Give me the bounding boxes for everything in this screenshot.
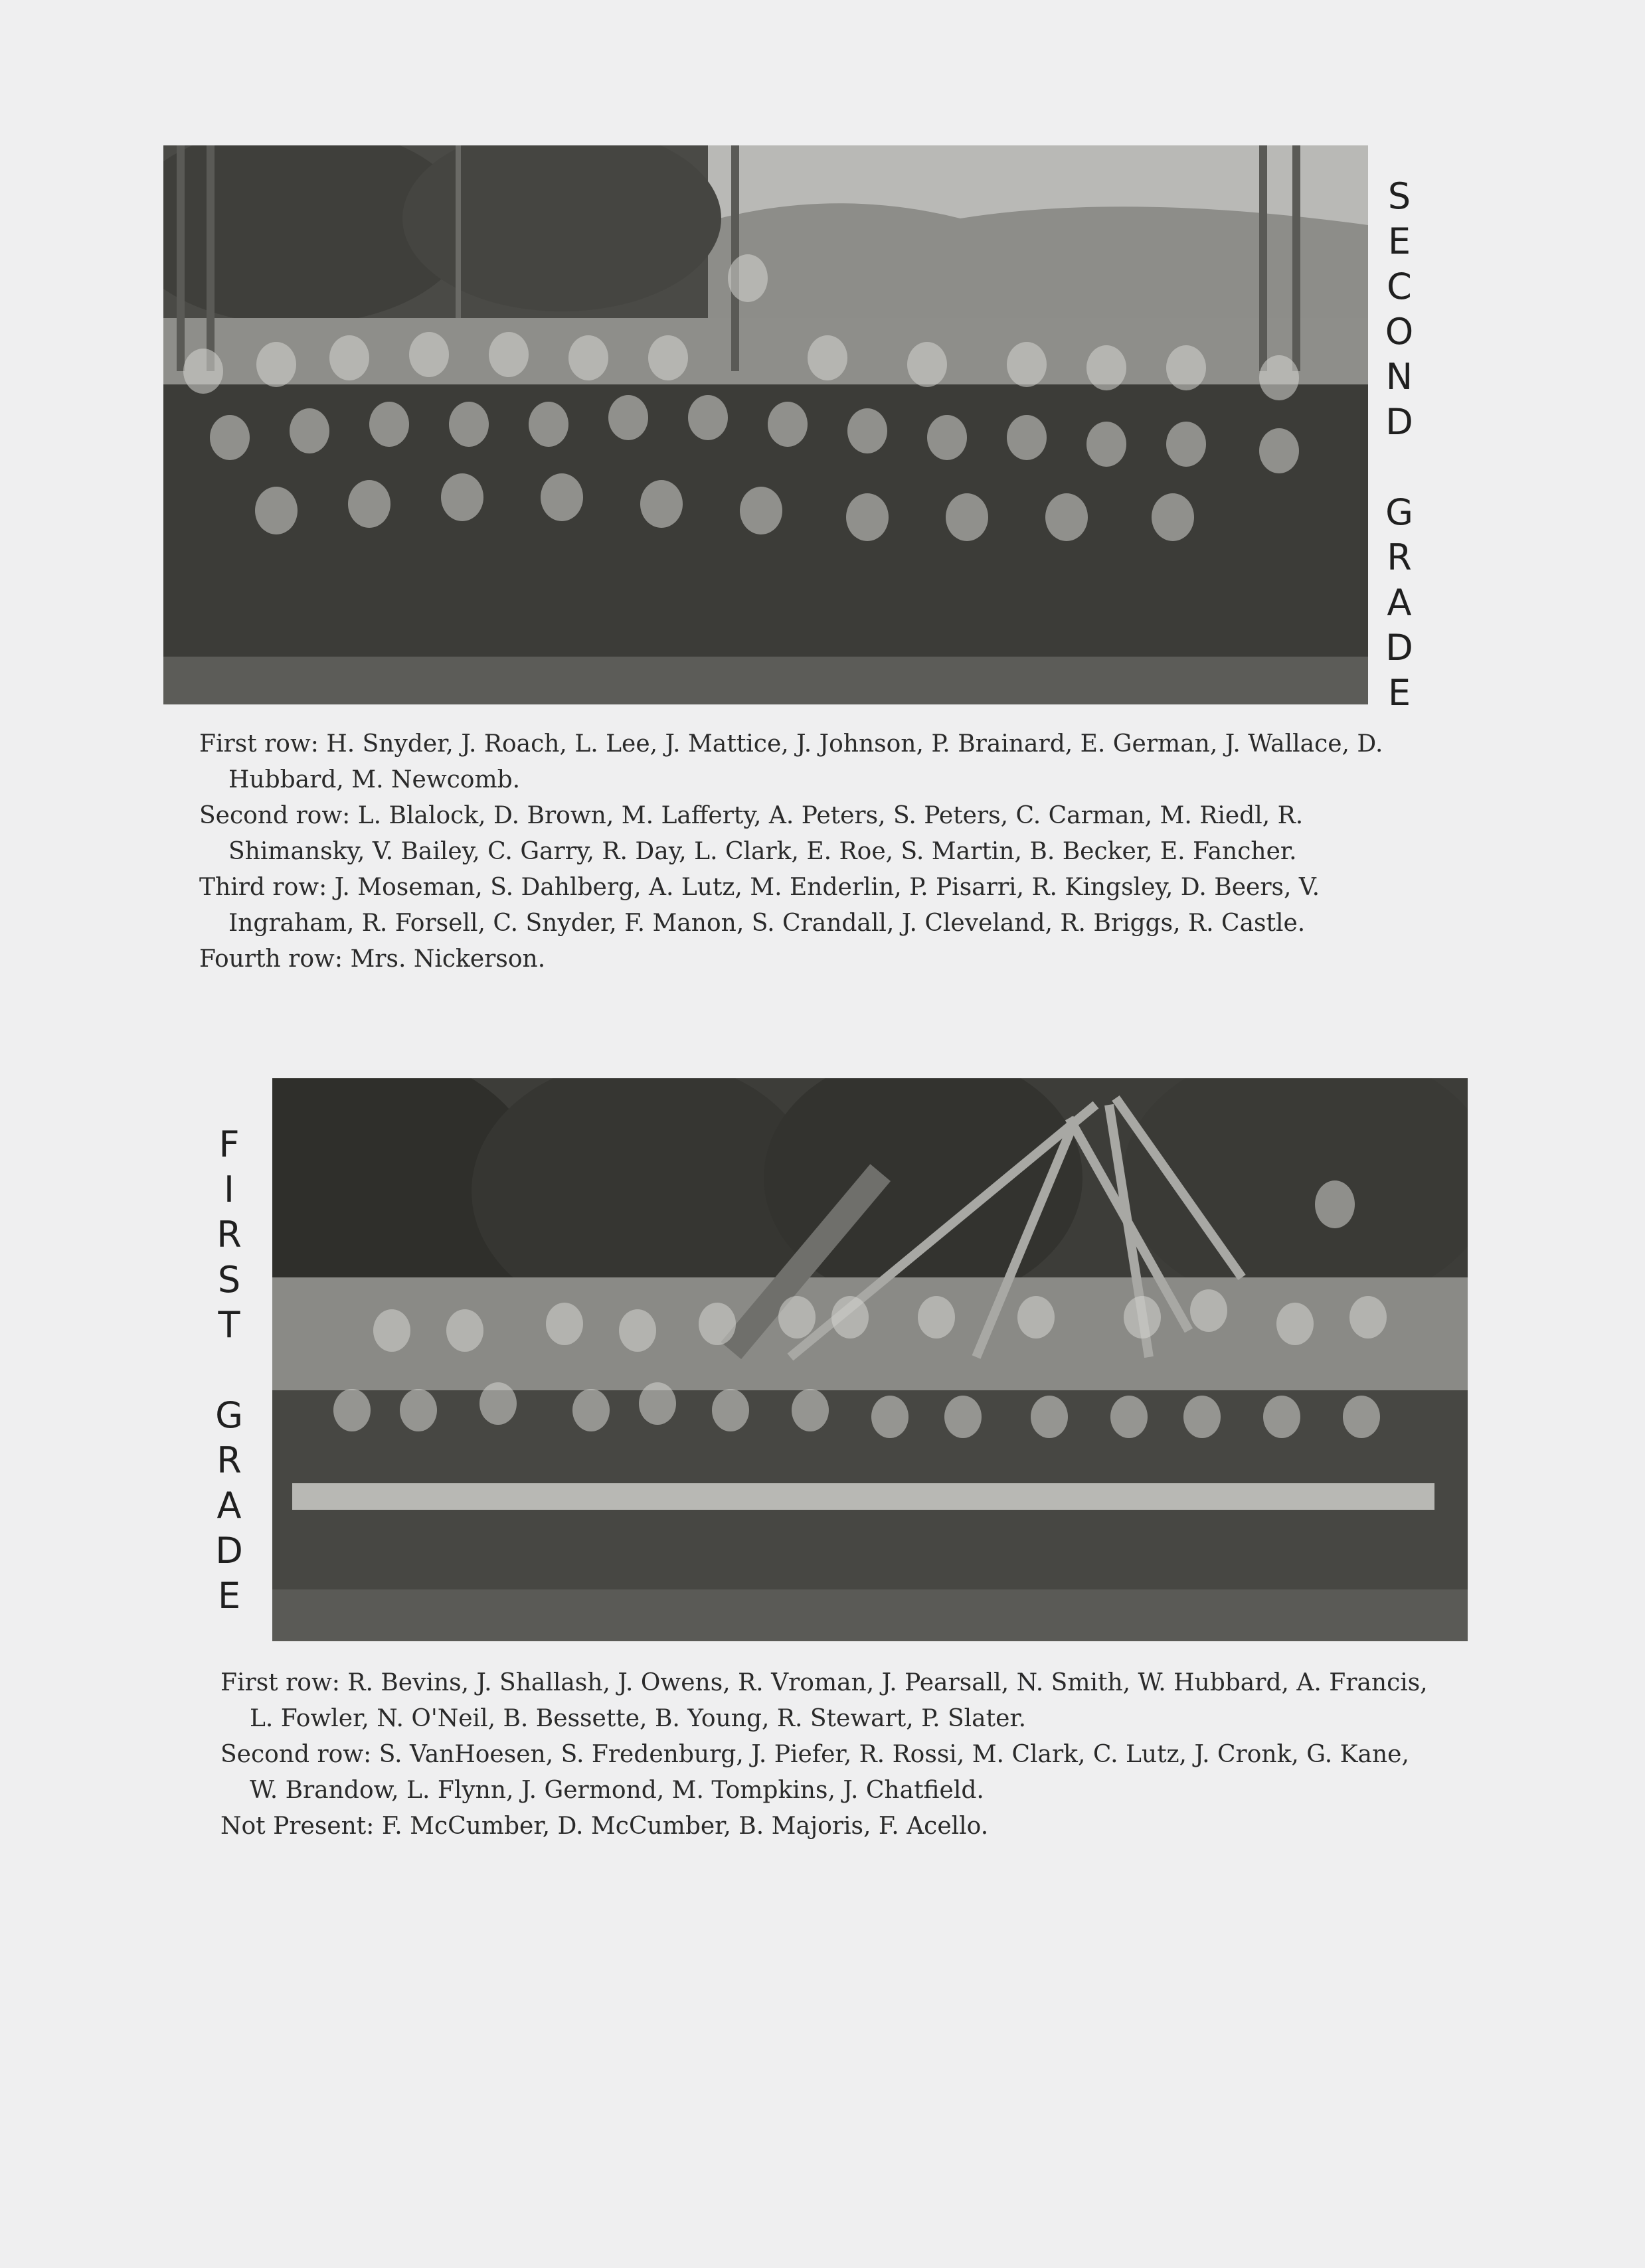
title-letter: R — [216, 1439, 242, 1481]
title-letter: O — [1385, 311, 1414, 353]
title-letter: S — [1387, 175, 1411, 217]
title-gap — [1376, 445, 1423, 490]
title-letter: D — [1385, 401, 1413, 443]
title-letter: R — [216, 1214, 242, 1256]
first-grade-photo-image — [272, 1078, 1468, 1641]
caption-row: Fourth row: Mrs. Nickerson. — [199, 945, 546, 973]
second-grade-caption — [199, 726, 1421, 977]
first-grade-caption — [220, 1665, 1436, 1844]
second-grade-title — [1376, 174, 1423, 716]
title-letter: E — [1387, 220, 1411, 262]
caption-row: Not Present: F. McCumber, D. McCumber, B. Majoris, F. Acello. — [220, 1813, 989, 1840]
title-letter: R — [1387, 536, 1412, 578]
caption-row: First row: H. Snyder, J. Roach, L. Lee, J. Mattice, J. Johnson, P. Brainard, E. German, J. Wallace, D. Hubbard, M. Newcomb. — [199, 730, 1383, 793]
title-letter: G — [215, 1394, 243, 1436]
title-letter: A — [1387, 582, 1412, 623]
first-grade-class-photo — [272, 1078, 1468, 1641]
title-letter: E — [217, 1575, 241, 1617]
title-letter: N — [1385, 356, 1413, 398]
caption-row: First row: R. Bevins, J. Shallash, J. Owens, R. Vroman, J. Pearsall, N. Smith, W. Hubbard, A. Francis, L. Fowler, N. O'Neil, B. Bessette, B. Young, R. Stewart, P. Slater. — [220, 1669, 1428, 1732]
title-letter: G — [1385, 491, 1413, 533]
caption-row: Second row: S. VanHoesen, S. Fredenburg, J. Piefer, R. Rossi, M. Clark, C. Lutz, J. Cronk, G. Kane, W. Brandow, L. Flynn, J. Germond, M. Tompkins, J. Chatfield. — [220, 1741, 1409, 1804]
title-letter: D — [1385, 627, 1413, 669]
title-letter: S — [217, 1259, 241, 1301]
title-letter: E — [1387, 672, 1411, 714]
second-grade-photo-image — [163, 145, 1368, 704]
title-letter: A — [216, 1485, 242, 1526]
second-grade-class-photo — [163, 145, 1368, 704]
title-letter: D — [215, 1530, 243, 1572]
title-letter: C — [1387, 266, 1412, 307]
first-grade-title — [206, 1122, 252, 1619]
caption-row: Third row: J. Moseman, S. Dahlberg, A. Lutz, M. Enderlin, P. Pisarri, R. Kingsley, D. Beers, V. Ingraham, R. Forsell, C. Snyder, F. Manon, S. Crandall, J. Cleveland, R. Briggs, R. Castle. — [199, 874, 1320, 937]
title-letter: I — [224, 1169, 234, 1210]
title-letter: F — [218, 1123, 240, 1165]
caption-row: Second row: L. Blalock, D. Brown, M. Lafferty, A. Peters, S. Peters, C. Carman, M. Riedl, R. Shimansky, V. Bailey, C. Garry, R. Day, L. Clark, E. Roe, S. Martin, B. Becker, E. Fancher. — [199, 802, 1304, 865]
title-letter: T — [218, 1304, 240, 1346]
title-gap — [206, 1348, 252, 1393]
